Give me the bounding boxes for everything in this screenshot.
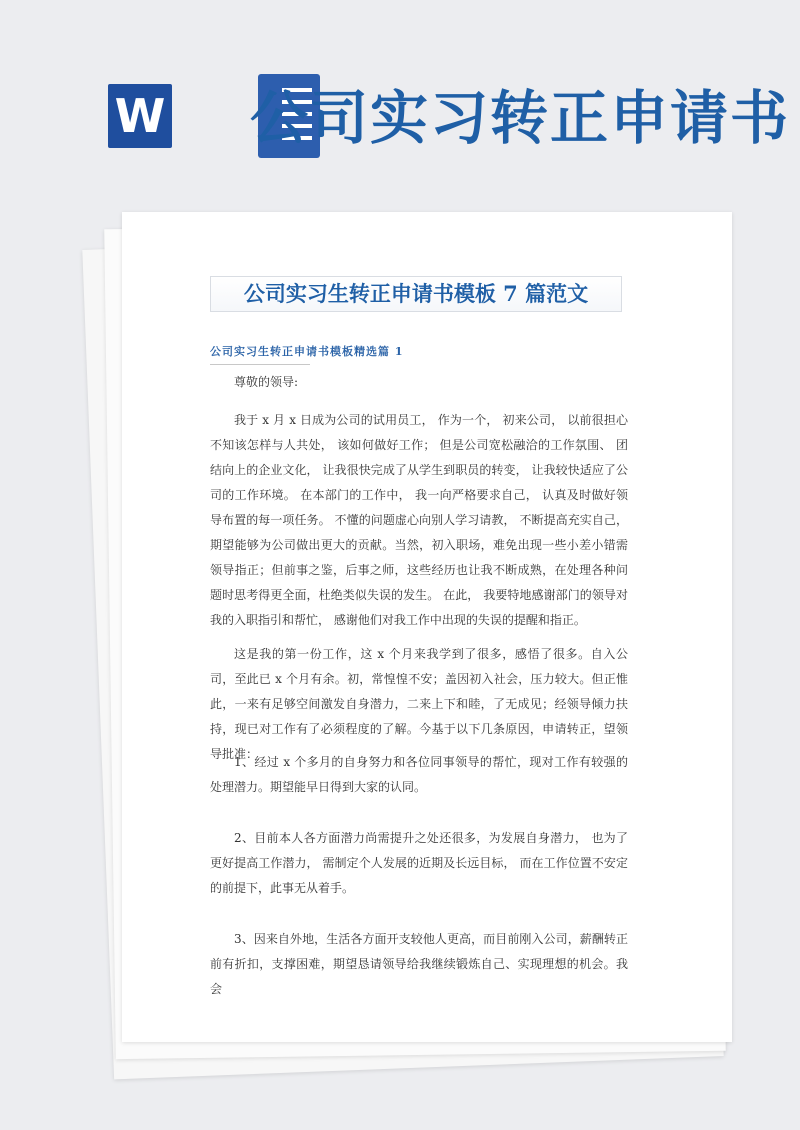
paragraph-text: 2、目前本人各方面潜力尚需提升之处还很多，为发展自身潜力， 也为了更好提高工作潜力， 需制定个人发展的近期及长远目标， 而在工作位置不安定的前提下，此事无从着手。 xyxy=(210,831,628,895)
paragraph-text: 我于 x 月 x 日成为公司的试用员工， 作为一个， 初来公司， 以前很担心不知该怎样与人共处， 该如何做好工作； 但是公司宽松融洽的工作氛围、 团结向上的企业文化， 让我很快完成了从学生到职员的转变， 让我较快适应了公司的工作环境。 在本部门的工作中， 我一向严格要求自己， 认真及时做好领导布置的每一项任务。 不懂的问题虚心向别人学习请教， 不断提高充实自己， 期望能够为公司做出更大的贡献。当然，初入职场，难免出现一些小差小错需领导指正；但前事之鉴，后事之师，这些经历也让我不断成熟，在处理各种问题时思考得更全面，杜绝类似失误的发生。 在此， 我要特地感谢部门的领导对我的入职指引和帮忙， 感谢他们对我工作中出现的失误的提醒和指正。 xyxy=(210,413,628,627)
paragraph-text: 1、经过 x 个多月的自身努力和各位同事领导的帮忙，现对工作有较强的处理潜力。期望能早日得到大家的认同。 xyxy=(210,755,628,794)
body-paragraph xyxy=(210,408,628,633)
document-title-box xyxy=(210,276,622,312)
body-paragraph xyxy=(210,826,628,901)
body-paragraph xyxy=(210,642,628,767)
body-paragraph xyxy=(210,927,628,1002)
greeting-rule xyxy=(210,364,310,365)
document-page xyxy=(122,212,732,1042)
document-title: 公司实习生转正申请书模板 7 篇范文 xyxy=(243,281,589,306)
word-document-icon xyxy=(108,68,220,164)
body-paragraph xyxy=(210,750,628,800)
banner-title: 公司实习转正申请书 xyxy=(250,84,791,152)
paragraph-text: 这是我的第一份工作，这 x 个月来我学到了很多，感悟了很多。自入公司，至此已 x 个月有余。初，常惶惶不安；盖因初入社会，压力较大。但正惟此，一来有足够空间激发自身潜力，二来上下和睦，了无成见；经领导倾力扶持，现已对工作有了必须程度的了解。今基于以下几条原因，申请转正，望领导批准： xyxy=(210,647,628,761)
banner xyxy=(0,0,800,200)
paragraph-text: 3、因来自外地，生活各方面开支较他人更高，而目前刚入公司，薪酬转正前有折扣，支撑困难，期望恳请领导给我继续锻炼自己、实现理想的机会。我会 xyxy=(210,932,628,996)
section-heading: 公司实习生转正申请书模板精选篇 1 xyxy=(210,345,404,358)
greeting: 尊敬的领导: xyxy=(234,375,299,389)
word-badge-letter: W xyxy=(108,84,172,148)
